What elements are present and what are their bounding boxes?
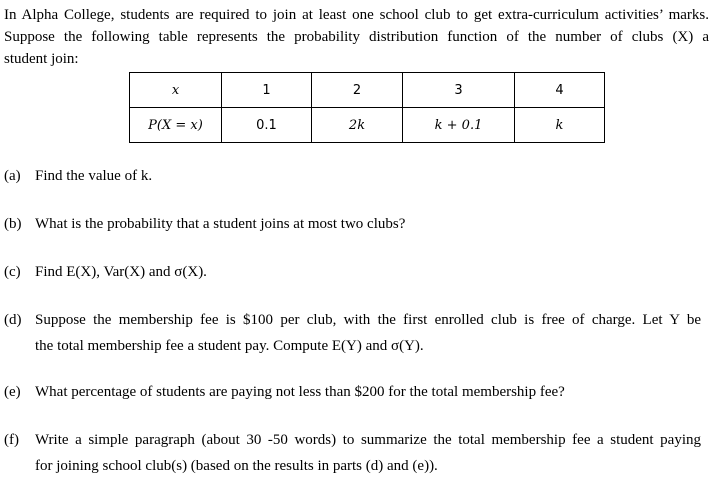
question-text: What percentage of students are paying not less than $200 for the total membership fee?	[35, 384, 565, 400]
x-value-cell: 2	[312, 73, 403, 108]
p-value-cell: 0.1	[222, 108, 312, 143]
problem-intro	[4, 4, 709, 70]
question-text: Find the value of k.	[35, 168, 153, 184]
question-text: Write a simple paragraph (about 30 -50 words) to summarize the total membership fee a student paying	[35, 432, 701, 448]
question-label: (f)	[4, 432, 19, 448]
question-label: (e)	[4, 384, 21, 400]
intro-line-2: Suppose the following table represents the probability distribution function of the number of clubs (X) a	[4, 29, 709, 45]
intro-line-3: student join:	[4, 51, 79, 67]
p-value-cell: 2k	[312, 108, 403, 143]
row-header-p: P(X = x)	[130, 108, 222, 143]
question-text: Find E(X), Var(X) and σ(X).	[35, 264, 207, 280]
x-value-cell: 3	[403, 73, 515, 108]
question-text: What is the probability that a student joins at most two clubs?	[35, 216, 406, 232]
intro-line-1: In Alpha College, students are required to join at least one school club to get extra-curriculum activities’ marks.	[4, 7, 709, 23]
question-text: for joining school club(s) (based on the results in parts (d) and (e)).	[35, 458, 438, 474]
table-row-p	[130, 108, 605, 143]
x-value-cell: 1	[222, 73, 312, 108]
p-value-cell: k + 0.1	[403, 108, 515, 143]
row-header-x: x	[130, 73, 222, 108]
question-text: Suppose the membership fee is $100 per club, with the first enrolled club is free of charge. Let Y be	[35, 312, 701, 328]
x-value-cell: 4	[515, 73, 605, 108]
question-label: (b)	[4, 216, 22, 232]
question-text: the total membership fee a student pay. Compute E(Y) and σ(Y).	[35, 338, 424, 354]
probability-distribution-table	[129, 72, 605, 143]
question-label: (c)	[4, 264, 21, 280]
question-label: (a)	[4, 168, 21, 184]
table-row-x	[130, 73, 605, 108]
p-value-cell: k	[515, 108, 605, 143]
question-label: (d)	[4, 312, 22, 328]
